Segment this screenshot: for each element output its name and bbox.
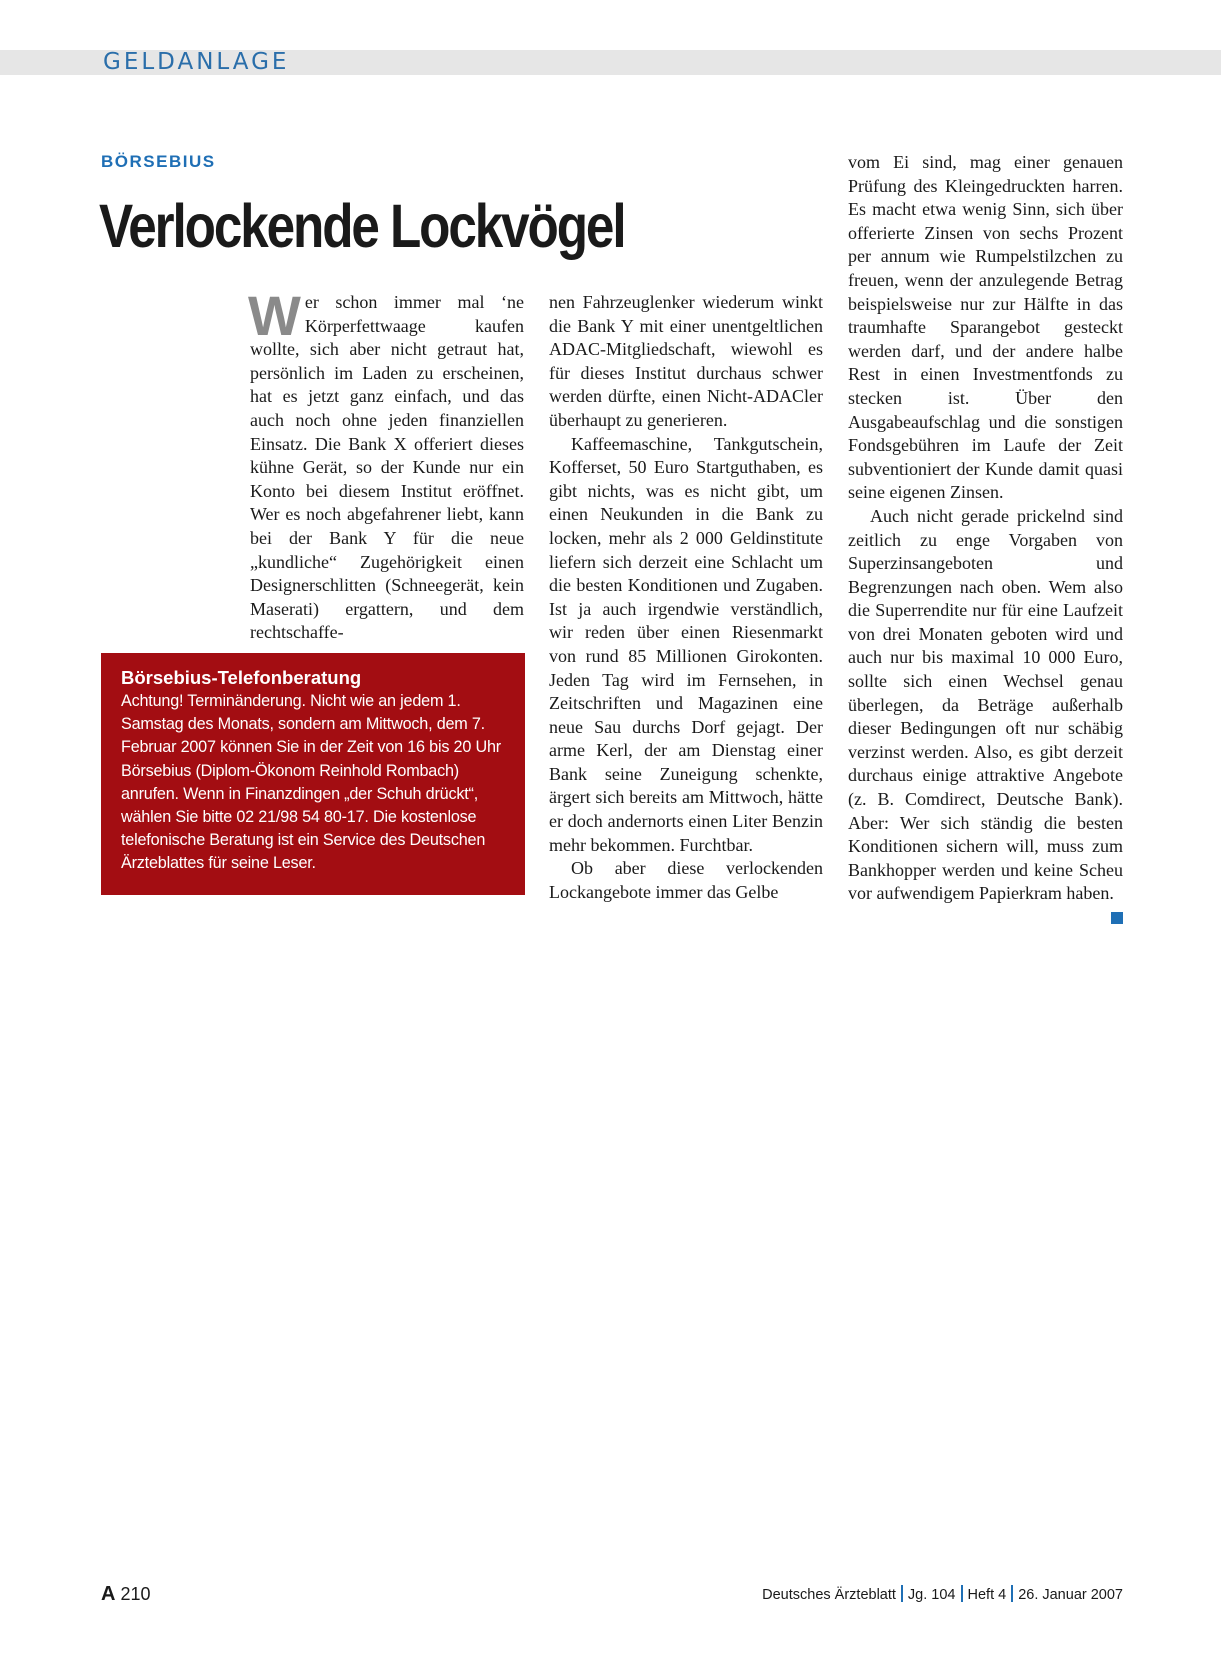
telephone-consultation-box bbox=[101, 653, 525, 895]
article-paragraph: vom Ei sind, mag einer genauen Prüfung des Kleingedruckten harren. Es macht etwa wenig Sinn, sich über offerierte Zinsen von sechs Prozent per annum wie Rumpelstilzchen zu freuen, wenn der anzulegende Betrag beispielsweise nur zur Hälfte in das traumhafte Sparangebot gesteckt werden darf, und der andere halbe Rest in einen Investmentfonds zu stecken ist. Über den Ausgabeaufschlag und die sonstigen Fondsgebühren im Laufe der Zeit subventioniert der Kunde damit quasi seine eigenen Zinsen. bbox=[848, 152, 1123, 503]
page-number-value: 210 bbox=[120, 1584, 151, 1604]
section-label: GELDANLAGE bbox=[103, 49, 290, 75]
journal-footer bbox=[762, 1585, 1123, 1603]
article-final-text: Auch nicht gerade prickelnd sind zeitlich zu enge Vorgaben von Superzinsangeboten und Begrenzungen nach oben. Wem also die Superrendite nur für eine Laufzeit von drei Monaten geboten wird und auch nur bis maximal 10 000 Euro, sollte sich einen Wechsel genau überlegen, da Beträge außerhalb dieser Bedingungen oft nur schäbig verzinst werden. Also, es gibt derzeit durchaus einige attraktive Angebote (z. B. Comdirect, Deutsche Bank). Aber: Wer sich ständig die besten Konditionen sichern will, muss zum Bankhopper werden und keine Scheu vor aufwendigem Papierkram haben. bbox=[848, 505, 1123, 904]
journal-volume: Jg. 104 bbox=[907, 1587, 956, 1603]
page-number bbox=[101, 1583, 151, 1606]
infobox-title: Börsebius-Telefonberatung bbox=[121, 667, 362, 688]
journal-name: Deutsches Ärzteblatt bbox=[762, 1587, 896, 1603]
article-paragraph: nen Fahrzeuglenker wiederum winkt die Bank Y mit einer unentgeltlichen ADAC-Mitgliedschaft, wiewohl es für dieses Institut durchaus schwer werden dürfte, einen Nicht-ADACler überhaupt zu generieren. bbox=[549, 292, 823, 430]
footer-separator bbox=[961, 1585, 963, 1602]
drop-cap: W bbox=[248, 284, 301, 347]
footer-separator bbox=[1011, 1585, 1013, 1602]
article-paragraph-final bbox=[848, 505, 1123, 906]
end-of-article-square-icon bbox=[1111, 912, 1123, 924]
article-kicker: BÖRSEBIUS bbox=[101, 152, 216, 171]
journal-date: 26. Januar 2007 bbox=[1018, 1587, 1123, 1603]
article-headline: Verlockende Lockvögel bbox=[99, 192, 625, 260]
article-paragraph: Ob aber diese verlockenden Lockangebote immer das Gelbe bbox=[549, 858, 823, 902]
article-column-3 bbox=[848, 151, 1123, 924]
article-column-2 bbox=[549, 291, 823, 904]
article-paragraph: Kaffeemaschine, Tankgutschein, Kofferset, 50 Euro Startguthaben, es gibt nichts, was es nicht gibt, um einen Neukunden in die Bank zu locken, mehr als 2 000 Geldinstitute liefern sich derzeit eine Schlacht um die besten Konditionen und Zugaben. Ist ja auch irgendwie verständlich, wir reden über einen Riesenmarkt von rund 85 Millionen Girokonten. Jeden Tag wird im Fernsehen, in Zeitschriften und Magazinen eine neue Sau durchs Dorf gejagt. Der arme Kerl, der am Dienstag einer Bank seine Zuneigung schenkte, ärgert sich bereits am Mittwoch, hätte er doch andernorts einen Liter Benzin mehr bekommen. Furchtbar. bbox=[549, 433, 823, 855]
page-letter: A bbox=[101, 1583, 116, 1605]
article-column-1 bbox=[248, 284, 524, 645]
article-col1-text: er schon immer mal ‘ne Körperfettwaage kaufen wollte, sich aber nicht getraut hat, persönlich im Laden zu erscheinen, hat es jetzt ganz einfach, und das auch noch ohne jeden finanziellen Einsatz. Die Bank X offeriert dieses kühne Gerät, so der Kunde nur ein Konto bei diesem Institut eröffnet. Wer es noch abgefahrener liebt, kann bei der Bank Y für die neue „kundliche“ Zugehörigkeit einen Designerschlitten (Schneegerät, kein Maserati) ergattern, und dem rechtschaffe- bbox=[250, 292, 524, 643]
infobox-text: Achtung! Terminänderung. Nicht wie an jedem 1. Samstag des Monats, sondern am Mittwoch, dem 7. Februar 2007 können Sie in der Zeit von 16 bis 20 Uhr Börsebius (Diplom-Ökonom Reinhold Rombach) anrufen. Wenn in Finanzdingen „der Schuh drückt“, wählen Sie bitte 02 21/98 54 80-17. Die kostenlose telefonische Beratung ist ein Service des Deutschen Ärzteblattes für seine Leser. bbox=[121, 692, 501, 873]
footer-separator bbox=[901, 1585, 903, 1602]
journal-issue: Heft 4 bbox=[967, 1587, 1007, 1603]
